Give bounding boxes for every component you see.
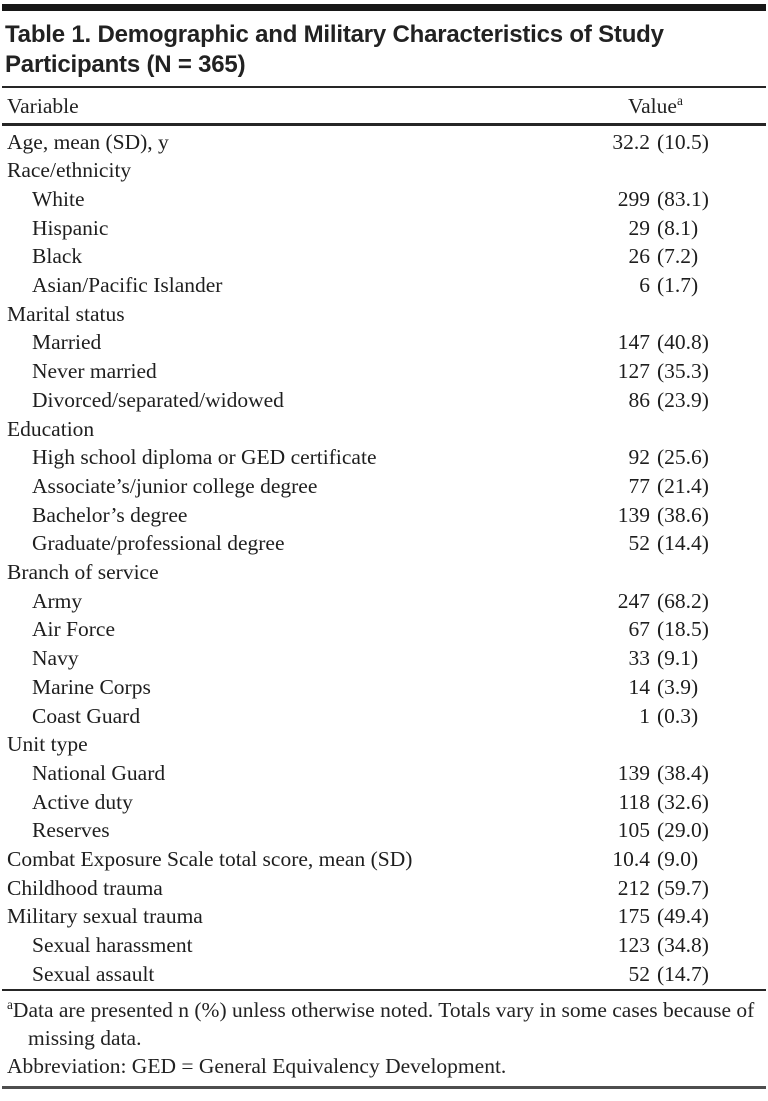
- value-percent: (29.0): [657, 818, 709, 843]
- value-cell: [596, 529, 723, 558]
- value-n: 67: [628, 617, 650, 642]
- value-cell: [596, 615, 723, 644]
- value-percent: (35.3): [657, 359, 709, 384]
- variable-cell: Army: [32, 588, 83, 613]
- variable-cell: Reserves: [32, 818, 110, 843]
- value-cell: [596, 128, 723, 157]
- value-cell: [596, 931, 723, 960]
- table-row: [0, 271, 768, 300]
- table-row: [0, 328, 768, 357]
- value-n: 26: [628, 244, 650, 269]
- value-n: [596, 300, 650, 329]
- value-cell: [596, 271, 723, 300]
- variable-cell: Asian/Pacific Islander: [32, 273, 223, 298]
- value-cell: [596, 214, 723, 243]
- value-cell: [596, 328, 723, 357]
- value-n: 123: [617, 933, 650, 958]
- variable-cell: Graduate/professional degree: [32, 531, 285, 556]
- variable-cell: Marine Corps: [32, 674, 151, 699]
- value-percent: [657, 415, 723, 444]
- table-row: [0, 960, 768, 989]
- value-cell: [596, 558, 723, 587]
- variable-cell: Bachelor’s degree: [32, 502, 188, 527]
- variable-cell: Unit type: [7, 732, 88, 757]
- footnote-marker-a: a: [7, 996, 13, 1012]
- value-percent: (1.7): [657, 273, 699, 298]
- value-n: 127: [617, 359, 650, 384]
- value-n: 105: [617, 818, 650, 843]
- value-cell: [596, 443, 723, 472]
- table-row: [0, 644, 768, 673]
- table-row: [0, 702, 768, 731]
- value-n: 29: [628, 215, 650, 240]
- value-n: [596, 558, 650, 587]
- variable-cell: National Guard: [32, 760, 166, 785]
- variable-cell: Sexual harassment: [32, 933, 193, 958]
- table-row: [0, 845, 768, 874]
- value-percent: (34.8): [657, 933, 709, 958]
- table-row: [0, 874, 768, 903]
- value-n: [596, 730, 650, 759]
- value-n: 299: [617, 186, 650, 211]
- table-row: [0, 902, 768, 931]
- table-row: [0, 156, 768, 185]
- value-percent: (14.4): [657, 531, 709, 556]
- value-n: 77: [628, 473, 650, 498]
- value-cell: [596, 702, 723, 731]
- table-row: [0, 673, 768, 702]
- column-header-value: [596, 93, 723, 119]
- variable-cell: Branch of service: [7, 560, 159, 585]
- value-percent: (83.1): [657, 186, 709, 211]
- table-row: [0, 128, 768, 157]
- table-body: [0, 126, 768, 989]
- variable-cell: Combat Exposure Scale total score, mean (SD): [7, 847, 413, 872]
- variable-cell: Air Force: [32, 617, 115, 642]
- value-n: 212: [617, 875, 650, 900]
- value-n: [596, 415, 650, 444]
- table-row: [0, 386, 768, 415]
- value-n: [596, 156, 650, 185]
- table-row: [0, 788, 768, 817]
- value-n: 139: [617, 760, 650, 785]
- table-row: [0, 214, 768, 243]
- value-cell: [596, 501, 723, 530]
- variable-cell: Coast Guard: [32, 703, 141, 728]
- table-row: [0, 242, 768, 271]
- variable-cell: Military sexual trauma: [7, 904, 203, 929]
- value-percent: (23.9): [657, 387, 709, 412]
- variable-cell: Education: [7, 416, 95, 441]
- value-footnote-marker: a: [676, 92, 683, 108]
- value-cell: [596, 845, 723, 874]
- value-n: 6: [639, 273, 650, 298]
- value-n: 175: [617, 904, 650, 929]
- value-percent: (68.2): [657, 588, 709, 613]
- value-n: 247: [617, 588, 650, 613]
- table-row: [0, 300, 768, 329]
- table-title: Table 1. Demographic and Military Characteristics of Study Participants (N = 365): [5, 21, 664, 78]
- value-n: 14: [628, 674, 650, 699]
- value-cell: [596, 242, 723, 271]
- variable-cell: White: [32, 186, 85, 211]
- value-percent: (14.7): [657, 961, 709, 986]
- footnotes: [0, 991, 768, 1086]
- value-percent: (9.1): [657, 646, 699, 671]
- value-percent: (0.3): [657, 703, 699, 728]
- table-row: [0, 558, 768, 587]
- value-cell: [596, 673, 723, 702]
- table-row: [0, 185, 768, 214]
- value-cell: [596, 902, 723, 931]
- variable-cell: Associate’s/junior college degree: [32, 473, 318, 498]
- table-row: [0, 415, 768, 444]
- variable-cell: Childhood trauma: [7, 875, 163, 900]
- value-percent: (32.6): [657, 789, 709, 814]
- table-row: [0, 529, 768, 558]
- value-cell: [596, 960, 723, 989]
- value-percent: [657, 730, 723, 759]
- footnote-data-note-text: Data are presented n (%) unless otherwise noted. Totals vary in some cases because of missing data.: [12, 997, 755, 1050]
- variable-cell: Navy: [32, 646, 79, 671]
- value-percent: (18.5): [657, 617, 709, 642]
- value-percent: (38.6): [657, 502, 709, 527]
- variable-cell: Black: [32, 244, 83, 269]
- top-bar-rule: [2, 4, 766, 11]
- value-percent: [657, 300, 723, 329]
- value-percent: (9.0): [657, 847, 699, 872]
- value-cell: [596, 415, 723, 444]
- table-header-row: [0, 88, 768, 123]
- value-n: 1: [639, 703, 650, 728]
- value-cell: [596, 816, 723, 845]
- table-row: [0, 816, 768, 845]
- value-cell: [596, 788, 723, 817]
- variable-cell: Race/ethnicity: [7, 158, 132, 183]
- value-n: 10.4: [612, 847, 650, 872]
- table-row: [0, 931, 768, 960]
- value-n: 86: [628, 387, 650, 412]
- value-cell: [596, 185, 723, 214]
- variable-cell: Divorced/separated/widowed: [32, 387, 284, 412]
- footnote-data-note: [7, 996, 760, 1053]
- table-row: [0, 472, 768, 501]
- variable-cell: Active duty: [32, 789, 133, 814]
- variable-cell: Married: [32, 330, 102, 355]
- table-row: [0, 615, 768, 644]
- journal-table-figure: [0, 4, 768, 1101]
- value-percent: (38.4): [657, 760, 709, 785]
- value-percent: (7.2): [657, 244, 699, 269]
- variable-cell: High school diploma or GED certificate: [32, 445, 377, 470]
- value-percent: [657, 558, 723, 587]
- value-n: 139: [617, 502, 650, 527]
- value-cell: [596, 300, 723, 329]
- value-percent: (40.8): [657, 330, 709, 355]
- variable-cell: Sexual assault: [32, 961, 155, 986]
- value-n: 147: [617, 330, 650, 355]
- value-n: 52: [628, 961, 650, 986]
- value-n: 52: [628, 531, 650, 556]
- value-percent: (3.9): [657, 674, 699, 699]
- value-cell: [596, 644, 723, 673]
- table-row: [0, 501, 768, 530]
- value-cell: [596, 874, 723, 903]
- table-row: [0, 357, 768, 386]
- value-cell: [596, 759, 723, 788]
- variable-cell: Marital status: [7, 301, 125, 326]
- value-percent: (59.7): [657, 875, 709, 900]
- column-header-value-label: Value: [628, 94, 677, 118]
- table-row: [0, 730, 768, 759]
- variable-cell: Age, mean (SD), y: [7, 129, 169, 154]
- value-percent: [657, 156, 723, 185]
- footnote-abbreviation: Abbreviation: GED = General Equivalency Development.: [7, 1054, 507, 1079]
- bottom-rule: [2, 1086, 766, 1089]
- value-cell: [596, 357, 723, 386]
- value-n: 118: [618, 789, 650, 814]
- value-cell: [596, 386, 723, 415]
- value-percent: (8.1): [657, 215, 699, 240]
- table-row: [0, 443, 768, 472]
- value-percent: (49.4): [657, 904, 709, 929]
- value-n: 33: [628, 646, 650, 671]
- column-header-variable: Variable: [7, 94, 79, 118]
- value-percent: (21.4): [657, 473, 709, 498]
- value-cell: [596, 730, 723, 759]
- value-percent: (10.5): [657, 129, 709, 154]
- variable-cell: Never married: [32, 359, 157, 384]
- table-row: [0, 759, 768, 788]
- value-n: 32.2: [612, 129, 650, 154]
- value-cell: [596, 472, 723, 501]
- value-percent: (25.6): [657, 445, 709, 470]
- variable-cell: Hispanic: [32, 215, 109, 240]
- value-cell: [596, 156, 723, 185]
- value-cell: [596, 587, 723, 616]
- value-n: 92: [628, 445, 650, 470]
- table-row: [0, 587, 768, 616]
